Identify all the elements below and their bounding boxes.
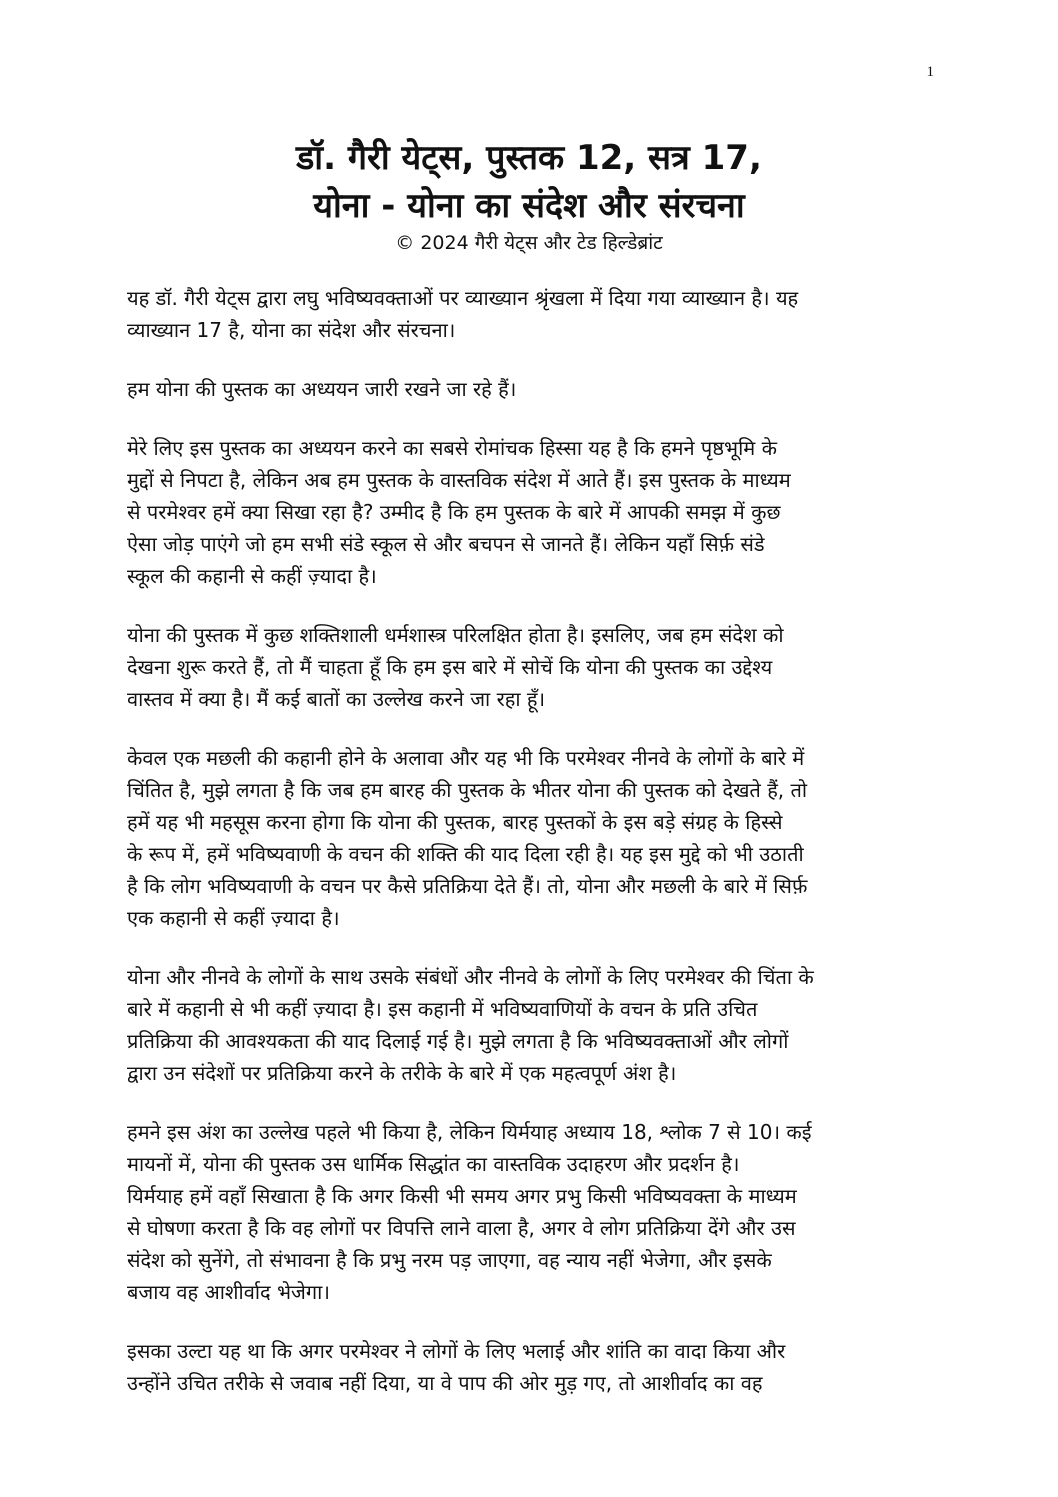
text-line: संदेश को सुनेंगे, तो संभावना है कि प्रभु नरम पड़ जाएगा, वह न्याय नहीं भेजेगा, और इसके bbox=[127, 1248, 772, 1272]
text-line: योना और नीनवे के लोगों के साथ उसके संबंधों और नीनवे के लोगों के लिए परमेश्वर की चिंता के bbox=[127, 965, 814, 989]
document-title bbox=[0, 134, 1058, 230]
text-line: योना की पुस्तक में कुछ शक्तिशाली धर्मशास्त्र परिलक्षित होता है। इसलिए, जब हम संदेश को bbox=[127, 623, 784, 647]
title-line: योना - योना का संदेश और संरचना bbox=[313, 186, 745, 226]
paragraph bbox=[127, 1335, 947, 1399]
paragraph bbox=[127, 742, 947, 934]
paragraph bbox=[127, 282, 947, 346]
text-line: देखना शुरू करते हैं, तो मैं चाहता हूँ कि हम इस बारे में सोचें कि योना की पुस्तक का उद्देश्य bbox=[127, 655, 773, 679]
paragraph bbox=[127, 1116, 947, 1308]
text-line: केवल एक मछली की कहानी होने के अलावा और यह भी कि परमेश्वर नीनवे के लोगों के बारे में bbox=[127, 746, 805, 770]
copyright-notice: © 2024 गैरी येट्स और टेड हिल्डेब्रांट bbox=[395, 232, 663, 254]
document-body bbox=[127, 282, 947, 1426]
text-line: हमें यह भी महसूस करना होगा कि योना की पुस्तक, बारह पुस्तकों के इस बड़े संग्रह के हिस्से bbox=[127, 810, 783, 834]
text-line: स्कूल की कहानी से कहीं ज़्यादा है। bbox=[127, 564, 377, 588]
text-line: से घोषणा करता है कि वह लोगों पर विपत्ति लाने वाला है, अगर वे लोग प्रतिक्रिया देंगे और उस bbox=[127, 1216, 796, 1240]
text-line: मुद्दों से निपटा है, लेकिन अब हम पुस्तक के वास्तविक संदेश में आते हैं। इस पुस्तक के माध्यम bbox=[127, 468, 791, 492]
paragraph bbox=[127, 373, 947, 405]
text-line: प्रतिक्रिया की आवश्यकता की याद दिलाई गई है। मुझे लगता है कि भविष्यवक्ताओं और लोगों bbox=[127, 1029, 789, 1053]
text-line: इसका उल्टा यह था कि अगर परमेश्वर ने लोगों के लिए भलाई और शांति का वादा किया और bbox=[127, 1339, 786, 1363]
text-line: मायनों में, योना की पुस्तक उस धार्मिक सिद्धांत का वास्तविक उदाहरण और प्रदर्शन है। bbox=[127, 1152, 740, 1176]
text-line: बारे में कहानी से भी कहीं ज़्यादा है। इस कहानी में भविष्यवाणियों के वचन के प्रति उचित bbox=[127, 997, 758, 1021]
text-line: के रूप में, हमें भविष्यवाणी के वचन की शक्ति की याद दिला रही है। यह इस मुद्दे को भी उठाती bbox=[127, 842, 804, 866]
page-number: 1 bbox=[926, 64, 934, 80]
text-line: चिंतित है, मुझे लगता है कि जब हम बारह की पुस्तक के भीतर योना की पुस्तक को देखते हैं, तो bbox=[127, 778, 808, 802]
text-line: वास्तव में क्या है। मैं कई बातों का उल्लेख करने जा रहा हूँ। bbox=[127, 687, 546, 711]
text-line: व्याख्यान 17 है, योना का संदेश और संरचना। bbox=[127, 318, 456, 342]
text-line: यह डॉ. गैरी येट्स द्वारा लघु भविष्यवक्ताओं पर व्याख्यान श्रृंखला में दिया गया व्याख्यान है। यह bbox=[127, 286, 799, 310]
paragraph bbox=[127, 619, 947, 715]
text-line: उन्होंने उचित तरीके से जवाब नहीं दिया, या वे पाप की ओर मुड़ गए, तो आशीर्वाद का वह bbox=[127, 1371, 763, 1395]
text-line: द्वारा उन संदेशों पर प्रतिक्रिया करने के तरीके के बारे में एक महत्वपूर्ण अंश है। bbox=[127, 1061, 677, 1085]
paragraph bbox=[127, 961, 947, 1089]
text-line: एक कहानी से कहीं ज़्यादा है। bbox=[127, 906, 340, 930]
text-line: मेरे लिए इस पुस्तक का अध्ययन करने का सबसे रोमांचक हिस्सा यह है कि हमने पृष्ठभूमि के bbox=[127, 436, 777, 460]
text-line: से परमेश्वर हमें क्या सिखा रहा है? उम्मीद है कि हम पुस्तक के बारे में आपकी समझ में कुछ bbox=[127, 500, 781, 524]
text-line: बजाय वह आशीर्वाद भेजेगा। bbox=[127, 1280, 330, 1304]
text-line: हम योना की पुस्तक का अध्ययन जारी रखने जा रहे हैं। bbox=[127, 377, 517, 401]
text-line: ऐसा जोड़ पाएंगे जो हम सभी संडे स्कूल से और बचपन से जानते हैं। लेकिन यहाँ सिर्फ़ संडे bbox=[127, 532, 765, 556]
title-line: डॉ. गैरी येट्स, पुस्तक 12, सत्र 17, bbox=[296, 138, 762, 178]
text-line: हमने इस अंश का उल्लेख पहले भी किया है, लेकिन यिर्मयाह अध्याय 18, श्लोक 7 से 10। कई bbox=[127, 1120, 812, 1144]
text-line: है कि लोग भविष्यवाणी के वचन पर कैसे प्रतिक्रिया देते हैं। तो, योना और मछली के बारे में सिर्फ़ bbox=[127, 874, 808, 898]
paragraph bbox=[127, 432, 947, 592]
text-line: यिर्मयाह हमें वहाँ सिखाता है कि अगर किसी भी समय अगर प्रभु किसी भविष्यवक्ता के माध्यम bbox=[127, 1184, 797, 1208]
